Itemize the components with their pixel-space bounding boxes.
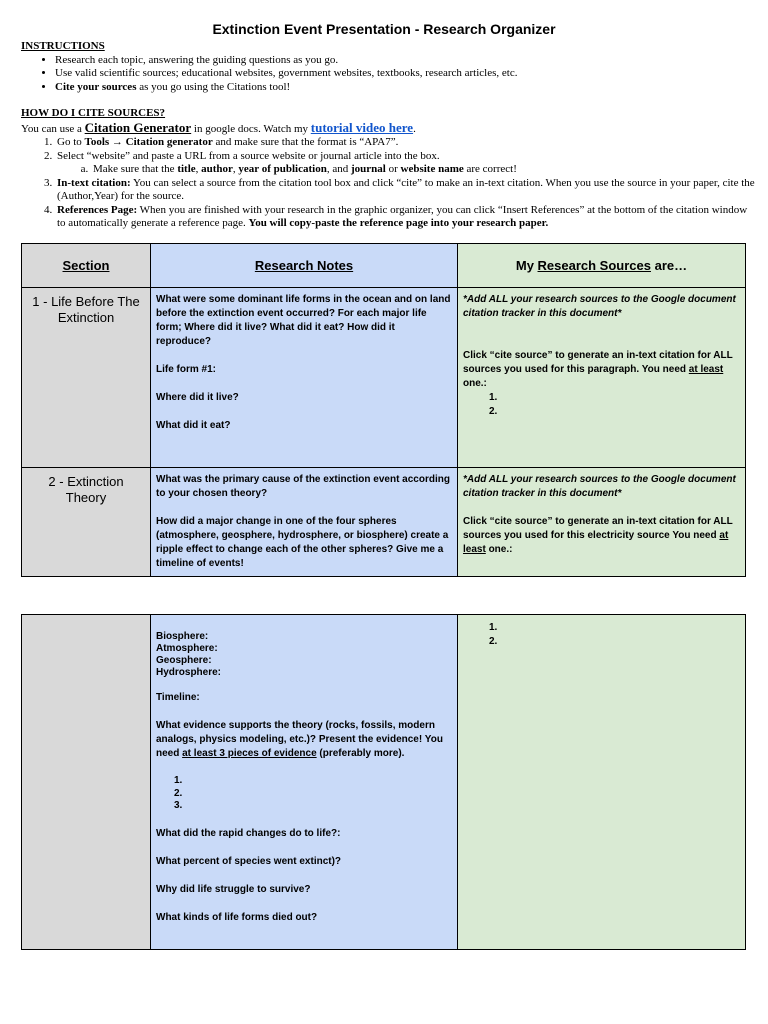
source-list [463,621,740,649]
evidence-question [156,719,452,761]
source-list-item: 1. [489,622,498,633]
tools-menu-path: Tools → Citation generator [84,136,213,148]
field-year: year of publication [238,163,327,175]
cite-step-2 [55,150,756,177]
sources-cell-1[interactable] [458,288,746,468]
question: What were some dominant life forms in the ocean and on land before the extinction event occurred? For each major life form; Where did it live? What did it eat? How did it reproduce? [156,294,451,347]
header-sources-text: are… [650,257,688,273]
cite-instruction-text: Click “cite source” to generate an in-text citation for ALL sources you used for this electricity source You need [463,516,733,541]
instructions-heading: INSTRUCTIONS [21,40,105,52]
cite-substeps [57,163,756,177]
header-sources-underlined: Research Sources [537,257,651,273]
cite-instruction [463,515,740,557]
question: How did a major change in one of the four spheres (atmosphere, geosphere, hydrosphere, or biosphere) create a ripple effect to change each of the other spheres? Give me a timeline of events! [156,516,449,569]
tutorial-video-link[interactable]: tutorial video here [310,119,414,135]
field-website: website name [400,163,464,175]
cite-instruction-text: one.: [463,378,487,389]
research-organizer-table [21,243,746,577]
cite-section [21,107,756,231]
spheres-list [156,631,452,679]
instructions-section [21,40,756,94]
step-text: You can select a source from the citation tool box and click “cite” to make an in-text citation. When you use the source in your paper, cite the (Author,Year) for the source. [57,176,755,202]
cite-intro [21,121,756,137]
cite-instruction-underlined: at least [688,364,724,375]
question: What was the primary cause of the extinction event according to your chosen theory? [156,474,450,499]
section-cell-empty [22,615,151,950]
question: What kinds of life forms died out? [156,911,318,923]
cite-sources-bold: Cite your sources [55,80,137,93]
field-journal: journal [350,163,386,175]
cite-heading: HOW DO I CITE SOURCES? [21,107,166,119]
header-notes-label: Research Notes [254,257,354,273]
instruction-item [55,81,756,95]
step-text: and make sure that the format is “APA7”. [212,136,399,148]
header-notes [151,244,458,288]
notes-cell-2[interactable] [151,468,458,577]
header-sources [458,244,746,288]
table-row-1 [22,288,746,468]
cite-step-4 [55,204,756,231]
sources-cell-2[interactable] [458,468,746,577]
step-text: Go to [57,136,85,148]
source-list-item: 1. [489,392,498,403]
header-sources-text: My [515,257,538,273]
cite-step-3 [55,177,756,204]
header-section [22,244,151,288]
question: Life form #1: [156,364,217,375]
cite-step-1 [55,136,756,150]
field-title: title [177,163,196,175]
evidence-text: (preferably more). [316,748,405,759]
step-text: Select “website” and paste a URL from a source website or journal article into the box. [57,149,440,162]
source-tracker-note: *Add ALL your research sources to the Google document citation tracker in this document* [463,294,736,319]
question: What did the rapid changes do to life?: [156,827,341,839]
step-text: are correct! [463,163,517,175]
cite-instruction-text: Click “cite source” to generate an in-text citation for ALL sources you used for this paragraph. You need [463,350,733,375]
field-author: author [201,163,233,175]
section-1-label: 1 - Life Before The Extinction [22,288,151,468]
step-label: References Page: [57,203,138,216]
sphere-geosphere: Geosphere: [156,655,212,666]
source-tracker-note: *Add ALL your research sources to the Google document citation tracker in this document* [463,474,736,499]
step-text: When you are finished with your research in the graphic organizer, you can click “Insert References” at the bottom of the citation window to automatically generate a reference page. [57,203,748,229]
cite-instruction [463,349,740,391]
instructions-list [21,54,756,95]
notes-cell-2-continued[interactable] [151,615,458,950]
evidence-underlined: at least 3 pieces of evidence [182,748,317,759]
citation-generator-label: Citation Generator [84,119,192,135]
cite-steps [21,136,756,231]
header-section-label: Section [62,257,110,273]
instruction-item: • Use valid scientific sources; educational websites, government websites, textbooks, research articles, etc. [55,67,756,81]
step-bold-text: You will copy-paste the reference page into your research paper. [248,217,549,229]
timeline-label: Timeline: [156,692,200,703]
question: What percent of species went extinct)? [156,855,342,867]
research-organizer-table-continued [21,614,746,950]
question: Where did it live? [156,392,239,403]
step-text: Make sure that the [93,163,178,175]
cite-instruction-text: one.: [485,544,513,555]
table-header-row [22,244,746,288]
cite-intro-text: . [413,122,416,135]
evidence-item: 2. [174,787,183,799]
source-list-item: 2. [489,636,498,647]
notes-cell-1[interactable] [151,288,458,468]
source-list-item: 2. [489,406,498,417]
table-row-2-continued [22,615,746,950]
table-row-2 [22,468,746,577]
question: What did it eat? [156,420,231,431]
cite-intro-text: You can use a [21,122,85,135]
cite-step-2a: a. Make sure that the title, author, year of publication, and journal or website name are correct! [91,163,756,177]
evidence-list [156,775,452,813]
evidence-item: 1. [174,775,183,786]
instruction-item-text: as you go using the Citations tool! [139,80,291,93]
sphere-biosphere: Biosphere: [156,631,209,642]
cite-instruction-underlined: at least [463,530,729,555]
cite-intro-text: in google docs. Watch my [191,122,311,135]
sphere-atmosphere: Atmosphere: [156,643,218,654]
section-2-label: 2 - Extinction Theory [22,468,151,577]
sources-cell-2-continued[interactable] [458,615,746,950]
page-title: Extinction Event Presentation - Research Organizer [212,21,556,37]
step-label: In-text citation: [57,176,131,189]
evidence-item: 3. [174,800,183,811]
question: Why did life struggle to survive? [156,883,311,895]
sphere-hydrosphere: Hydrosphere: [156,667,222,678]
evidence-text: What evidence supports the theory (rocks, fossils, modern analogs, physics modeling, etc.)? Present the evidence! You need [156,720,443,759]
source-list [463,391,740,419]
instruction-item: • Research each topic, answering the guiding questions as you go. [55,54,756,68]
